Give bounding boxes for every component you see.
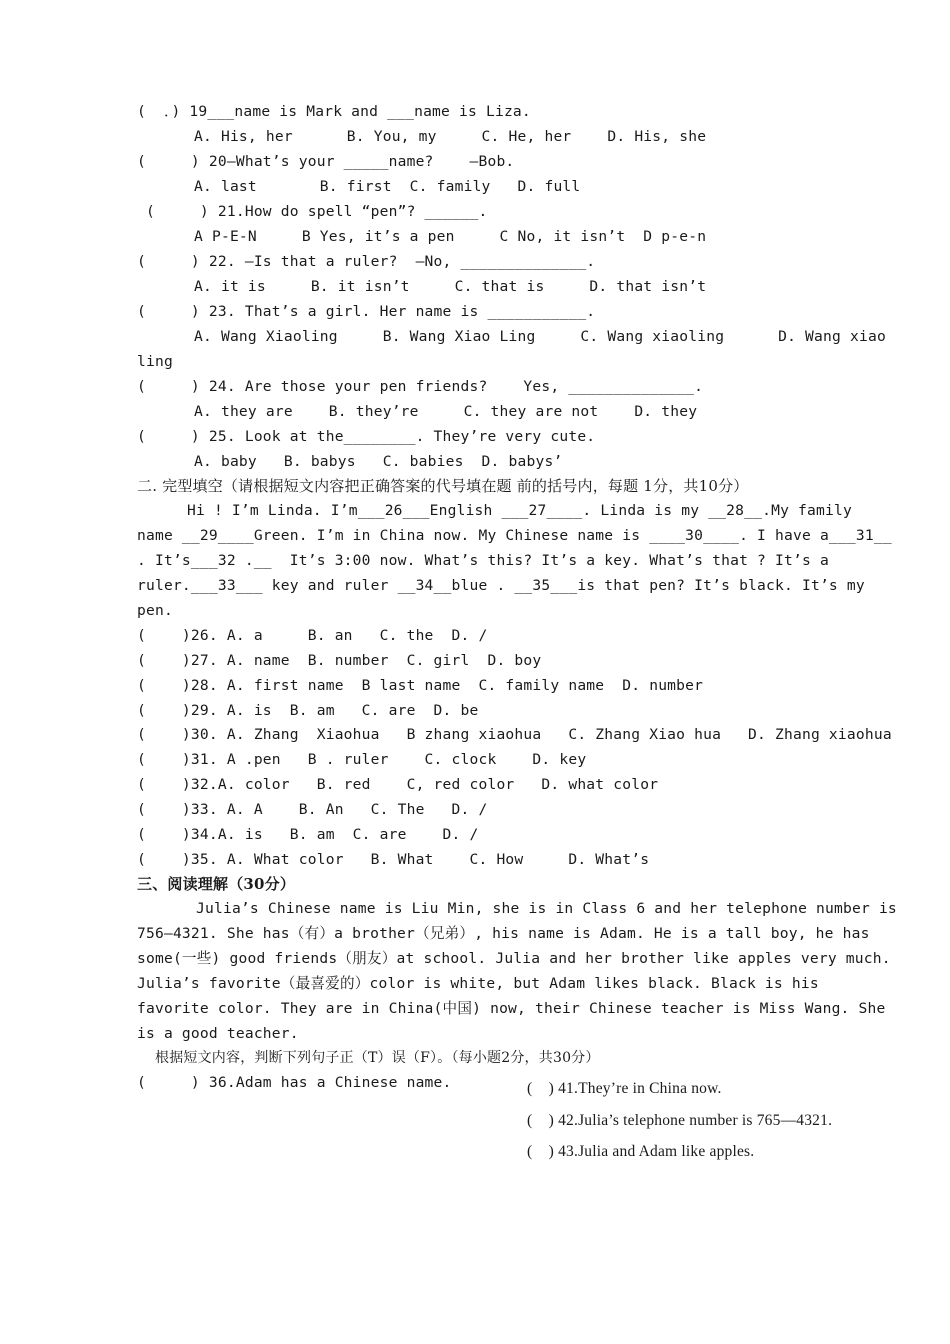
question-23-options-continued: ling — [137, 353, 173, 370]
cloze-question-29: ( )29. A. is B. am C. are D. be — [137, 702, 479, 719]
question-19-options: A. His, her B. You, my C. He, her D. His, she — [194, 128, 707, 145]
cloze-question-33: ( )33. A. A B. An C. The D. / — [137, 801, 488, 818]
cloze-question-32: ( )32.A. color B. red C, red color D. what color — [137, 776, 659, 793]
cloze-passage-line: . It’s___32 .__ It’s 3:00 now. What’s this? It’s a key. What’s that ? It’s a — [137, 552, 829, 569]
question-22: ( ) 22. —Is that a ruler? —No, ______________. — [137, 253, 596, 270]
reading-passage-line: favorite color. They are in China(中国) now, their Chinese teacher is Miss Wang. She — [137, 1000, 886, 1017]
question-24-options: A. they are B. they’re C. they are not D. they — [194, 403, 698, 420]
reading-passage-line: 756—4321. She has（有）a brother（兄弟）, his name is Adam. He is a tall boy, he has — [137, 925, 870, 942]
cloze-question-34: ( )34.A. is B. am C. are D. / — [137, 826, 479, 843]
question-42: ( ) 42.Julia’s telephone number is 765—4321. — [527, 1112, 833, 1129]
question-25: ( ) 25. Look at the________. They’re very cute. — [137, 428, 596, 445]
question-23-options: A. Wang Xiaoling B. Wang Xiao Ling C. Wang xiaoling D. Wang xiao — [194, 328, 886, 345]
cloze-passage-line: name __29____Green. I’m in China now. My Chinese name is ____30____. I have a___31__ — [137, 527, 892, 544]
cloze-question-31: ( )31. A .pen B . ruler C. clock D. key — [137, 751, 587, 768]
question-25-options: A. baby B. babys C. babies D. babys’ — [194, 453, 563, 470]
question-24: ( ) 24. Are those your pen friends? Yes, ______________. — [137, 378, 704, 395]
cloze-question-26: ( )26. A. a B. an C. the D. / — [137, 627, 488, 644]
reading-passage-line: is a good teacher. — [137, 1025, 299, 1042]
reading-passage-line: Julia’s Chinese name is Liu Min, she is in Class 6 and her telephone number is — [196, 900, 897, 917]
cloze-passage-line: pen. — [137, 602, 173, 619]
question-36: ( ) 36.Adam has a Chinese name. — [137, 1074, 452, 1091]
question-20: ( ) 20—What’s your _____name? —Bob. — [137, 153, 515, 170]
question-21-options: A P-E-N B Yes, it’s a pen C No, it isn’t D p-e-n — [194, 228, 707, 245]
question-19: ( ．) 19___name is Mark and ___name is Liza. — [137, 103, 531, 120]
cloze-passage-line: Hi ! I’m Linda. I’m___26___English ___27____. Linda is my __28__.My family — [187, 502, 852, 519]
reading-passage-line: some(一些) good friends（朋友）at school. Julia and her brother like apples very much. — [137, 950, 891, 967]
question-23: ( ) 23. That’s a girl. Her name is ___________. — [137, 303, 596, 320]
true-false-instruction: 根据短文内容，判断下列句子正（T）误（F）。（每小题2分，共30分） — [155, 1050, 600, 1066]
cloze-passage-line: ruler.___33___ key and ruler __34__blue . __35___is that pen? It’s black. It’s my — [137, 577, 865, 594]
question-41: ( ) 41.They’re in China now. — [527, 1080, 722, 1097]
question-43: ( ) 43.Julia and Adam like apples. — [527, 1143, 755, 1160]
question-22-options: A. it is B. it isn’t C. that is D. that isn’t — [194, 278, 707, 295]
question-20-options: A. last B. first C. family D. full — [194, 178, 581, 195]
section3-heading: 三、阅读理解（30分） — [137, 875, 296, 893]
cloze-question-27: ( )27. A. name B. number C. girl D. boy — [137, 652, 542, 669]
question-21: ( ) 21.How do spell “pen”? ______. — [137, 203, 488, 220]
cloze-question-30: ( )30. A. Zhang Xiaohua B zhang xiaohua C. Zhang Xiao hua D. Zhang xiaohua — [137, 726, 892, 743]
reading-passage-line: Julia’s favorite（最喜爱的）color is white, but Adam likes black. Black is his — [137, 975, 819, 992]
section2-heading: 二. 完型填空（请根据短文内容把正确答案的代号填在题 前的括号内，每题 1分，共10分） — [137, 477, 749, 495]
cloze-question-35: ( )35. A. What color B. What C. How D. What’s — [137, 851, 650, 868]
cloze-question-28: ( )28. A. first name B last name C. family name D. number — [137, 677, 704, 694]
